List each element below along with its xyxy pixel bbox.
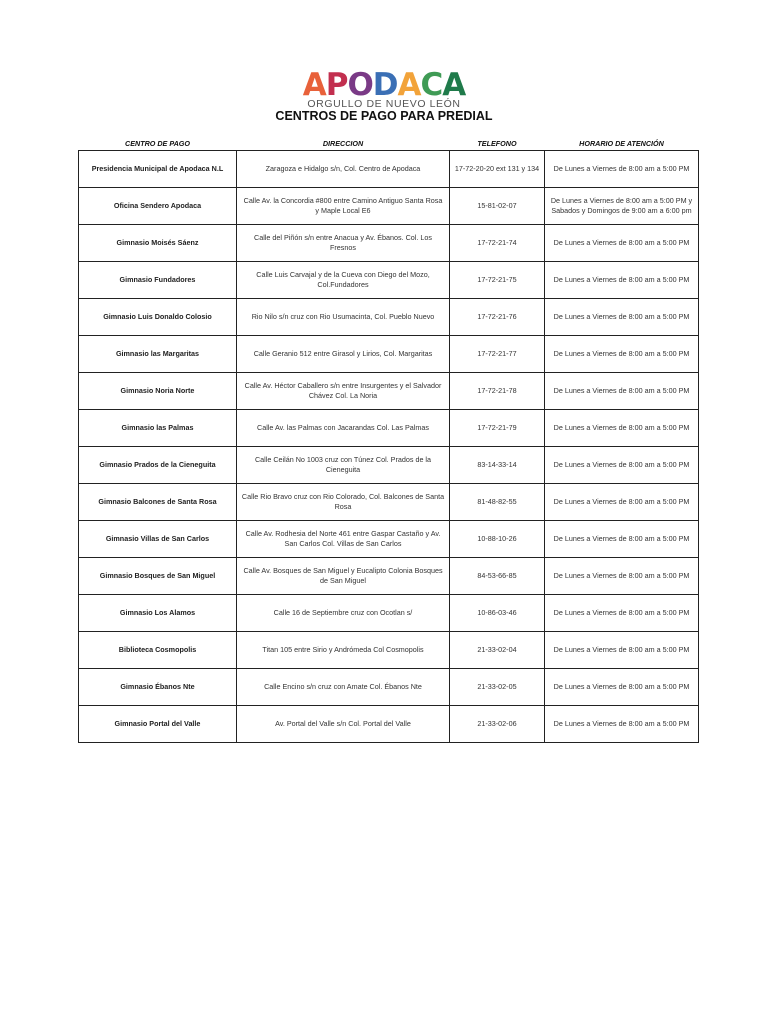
header-centro-de-pago: CENTRO DE PAGO [125,138,190,148]
cell-telefono: 17-72-21-76 [450,299,545,336]
cell-horario: De Lunes a Viernes de 8:00 am a 5:00 PM [545,706,699,743]
cell-direccion: Calle Luis Carvajal y de la Cueva con Diego del Mozo, Col.Fundadores [237,262,450,299]
cell-telefono: 17-72-21-77 [450,336,545,373]
table-row [79,706,699,743]
table-row [79,299,699,336]
cell-centro-de-pago: Oficina Sendero Apodaca [79,188,237,225]
cell-horario: De Lunes a Viernes de 8:00 am a 5:00 PM [545,669,699,706]
logo-letter: D [372,67,398,103]
cell-horario: De Lunes a Viernes de 8:00 am a 5:00 PM [545,410,699,447]
cell-telefono: 17-72-21-74 [450,225,545,262]
logo-letter: C [420,67,443,103]
cell-centro-de-pago: Presidencia Municipal de Apodaca N.L [79,151,237,188]
cell-horario: De Lunes a Viernes de 8:00 am a 5:00 PM [545,484,699,521]
table-row [79,151,699,188]
cell-centro-de-pago: Biblioteca Cosmopolis [79,632,237,669]
table-row [79,484,699,521]
payment-centers-table [78,136,699,743]
cell-telefono: 21-33-02-06 [450,706,545,743]
cell-horario: De Lunes a Viernes de 8:00 am a 5:00 PM [545,299,699,336]
cell-horario: De Lunes a Viernes de 8:00 am a 5:00 PM [545,373,699,410]
table-row [79,410,699,447]
cell-direccion: Calle del Piñón s/n entre Anacua y Av. Ébanos. Col. Los Fresnos [237,225,450,262]
table-row [79,558,699,595]
cell-centro-de-pago: Gimnasio Villas de San Carlos [79,521,237,558]
cell-telefono: 15-81-02-07 [450,188,545,225]
cell-direccion: Calle Av. Héctor Caballero s/n entre Insurgentes y el Salvador Chávez Col. La Noria [237,373,450,410]
table-row [79,336,699,373]
cell-direccion: Zaragoza e Hidalgo s/n, Col. Centro de Apodaca [237,151,450,188]
cell-telefono: 17-72-20-20 ext 131 y 134 [450,151,545,188]
table-row [79,521,699,558]
cell-centro-de-pago: Gimnasio Moisés Sáenz [79,225,237,262]
apodaca-logo [0,67,768,110]
logo-tagline: ORGULLO DE NUEVO LEÓN [307,98,461,110]
cell-centro-de-pago: Gimnasio Los Alamos [79,595,237,632]
cell-centro-de-pago: Gimnasio Bosques de San Miguel [79,558,237,595]
cell-direccion: Rio Nilo s/n cruz con Rio Usumacinta, Col. Pueblo Nuevo [237,299,450,336]
table-row [79,225,699,262]
cell-telefono: 83-14-33-14 [450,447,545,484]
cell-horario: De Lunes a Viernes de 8:00 am a 5:00 PM y Sabados y Domingos de 9:00 am a 6:00 pm [545,188,699,225]
cell-telefono: 21-33-02-04 [450,632,545,669]
cell-centro-de-pago: Gimnasio las Palmas [79,410,237,447]
cell-direccion: Calle Ceilán No 1003 cruz con Túnez Col. Prados de la Cieneguita [237,447,450,484]
table-row [79,373,699,410]
cell-direccion: Av. Portal del Valle s/n Col. Portal del Valle [237,706,450,743]
cell-centro-de-pago: Gimnasio Luis Donaldo Colosio [79,299,237,336]
cell-horario: De Lunes a Viernes de 8:00 am a 5:00 PM [545,262,699,299]
page-title: CENTROS DE PAGO PARA PREDIAL [275,109,493,123]
cell-direccion: Calle Rio Bravo cruz con Rio Colorado, Col. Balcones de Santa Rosa [237,484,450,521]
cell-horario: De Lunes a Viernes de 8:00 am a 5:00 PM [545,151,699,188]
cell-centro-de-pago: Gimnasio Balcones de Santa Rosa [79,484,237,521]
cell-direccion: Calle Av. Bosques de San Miguel y Eucalipto Colonia Bosques de San Miguel [237,558,450,595]
logo-letter: P [325,67,348,103]
logo-wordmark [302,67,466,103]
cell-horario: De Lunes a Viernes de 8:00 am a 5:00 PM [545,447,699,484]
header-telefono: TELEFONO [477,138,517,148]
cell-centro-de-pago: Gimnasio Prados de la Cieneguita [79,447,237,484]
cell-direccion: Calle Geranio 512 entre Girasol y Lirios, Col. Margaritas [237,336,450,373]
header-horario: HORARIO DE ATENCIÓN [579,138,664,148]
table-row [79,262,699,299]
table-row [79,669,699,706]
cell-telefono: 10-88-10-26 [450,521,545,558]
table-row [79,595,699,632]
cell-direccion: Calle Av. la Concordia #800 entre Camino Antiguo Santa Rosa y Maple Local E6 [237,188,450,225]
cell-direccion: Calle Av. las Palmas con Jacarandas Col. Las Palmas [237,410,450,447]
logo-letter: A [302,67,326,103]
cell-direccion: Calle Av. Rodhesia del Norte 461 entre Gaspar Castaño y Av. San Carlos Col. Villas de San Carlos [237,521,450,558]
cell-direccion: Calle 16 de Septiembre cruz con Ocotlan s/ [237,595,450,632]
cell-telefono: 17-72-21-75 [450,262,545,299]
header-direccion: DIRECCION [322,138,364,148]
cell-horario: De Lunes a Viernes de 8:00 am a 5:00 PM [545,521,699,558]
table-row [79,188,699,225]
cell-centro-de-pago: Gimnasio las Margaritas [79,336,237,373]
cell-telefono: 84-53-66-85 [450,558,545,595]
cell-horario: De Lunes a Viernes de 8:00 am a 5:00 PM [545,632,699,669]
cell-telefono: 17-72-21-79 [450,410,545,447]
table-header-row [79,136,699,151]
logo-letter: A [442,67,466,103]
cell-telefono: 17-72-21-78 [450,373,545,410]
logo-letter: A [397,67,421,103]
cell-centro-de-pago: Gimnasio Fundadores [79,262,237,299]
cell-centro-de-pago: Gimnasio Portal del Valle [79,706,237,743]
table-row [79,632,699,669]
cell-direccion: Calle Encino s/n cruz con Amate Col. Ébanos Nte [237,669,450,706]
cell-telefono: 81-48-82-55 [450,484,545,521]
logo-letter: O [347,67,373,103]
cell-horario: De Lunes a Viernes de 8:00 am a 5:00 PM [545,558,699,595]
cell-telefono: 10-86-03-46 [450,595,545,632]
cell-direccion: Titan 105 entre Sirio y Andrómeda Col Cosmopolis [237,632,450,669]
cell-horario: De Lunes a Viernes de 8:00 am a 5:00 PM [545,225,699,262]
cell-telefono: 21-33-02-05 [450,669,545,706]
table-row [79,447,699,484]
table-body [79,151,699,743]
cell-horario: De Lunes a Viernes de 8:00 am a 5:00 PM [545,336,699,373]
cell-horario: De Lunes a Viernes de 8:00 am a 5:00 PM [545,595,699,632]
cell-centro-de-pago: Gimnasio Ébanos Nte [79,669,237,706]
cell-centro-de-pago: Gimnasio Noria Norte [79,373,237,410]
